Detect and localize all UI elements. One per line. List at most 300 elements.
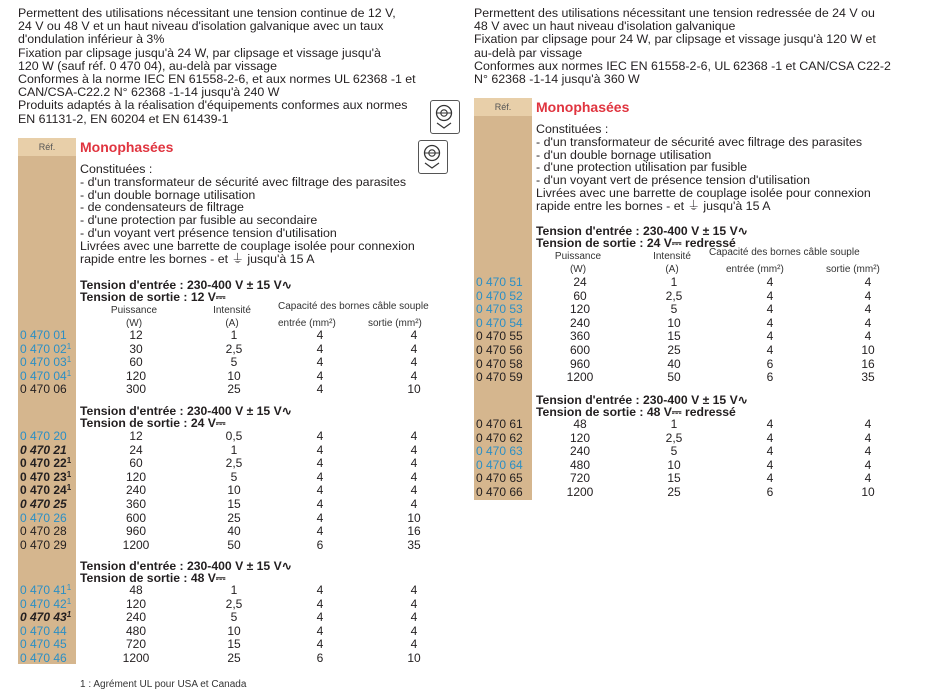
product-ref [476,290,523,303]
description-line: rapide entre les bornes - et ⏚ jusqu'à 15 A [80,251,315,266]
product-ref-number: 0 470 29 [20,537,67,552]
input-capacity-value: 6 [766,370,774,385]
column-header-power-unit: (W) [569,264,587,275]
description [80,163,415,265]
right-column [474,0,918,499]
input-capacity-value: 4 [766,275,774,289]
output-capacity-value: 4 [864,329,872,344]
intro-line: EN 61131-2, EN 60204 et EN 61439-1 [18,111,229,126]
current-value: 2,5 [225,456,243,471]
output-capacity-value: 4 [410,637,418,652]
power-value: 960 [125,524,147,539]
product-ref-number: 0 470 46 [20,651,67,665]
description [536,123,871,213]
safety-transformer-icon [418,140,448,174]
current-value: 15 [227,637,241,652]
current-value: 5 [230,610,238,625]
product-ref-number: 0 470 01 [20,328,67,342]
input-capacity-value: 4 [316,497,324,511]
power-value: 120 [569,430,591,445]
product-ref-number: 0 470 56 [476,343,523,357]
power-value: 240 [569,315,591,330]
column-header-input: entrée (mm²) [278,318,336,329]
current-value: 5 [670,302,678,317]
current-value: 2,5 [225,596,243,611]
output-capacity-value: 10 [861,485,875,499]
product-ref [476,418,523,431]
table-row [18,457,458,470]
product-ref-number: 0 470 22 [20,456,67,471]
intro-line: Fixation par clipsage jusqu'à 24 W, par clipsage et vissage jusqu'à [18,45,381,60]
product-ref [20,512,67,525]
output-capacity-value: 4 [410,497,418,511]
input-capacity-value: 4 [766,343,774,357]
output-capacity-value: 4 [410,469,418,484]
table-row [18,498,458,511]
product-ref [20,584,71,597]
input-capacity-value: 4 [316,524,324,539]
ul-approval-mark: 1 [66,341,72,351]
table-row [18,598,458,611]
table-row [474,418,918,431]
intro-line: Produits adaptés à la réalisation d'équipements conformes aux normes [18,98,408,113]
current-value: 15 [667,329,681,344]
power-value: 360 [569,329,591,344]
output-capacity-value: 4 [410,583,418,597]
output-capacity-value: 4 [864,302,872,317]
intro-line: au-delà par vissage [474,45,583,60]
power-value: 60 [129,456,143,471]
output-capacity-value: 4 [410,596,418,611]
table-row [18,525,458,538]
description-line: - d'un double bornage utilisation [536,147,712,162]
product-ref-number: 0 470 55 [476,329,523,344]
input-capacity-value: 4 [316,610,324,625]
product-ref [20,370,71,383]
intro-line: Conformes à la norme IEC EN 61558-2-6, et aux normes UL 62368 -1 et [18,72,416,87]
input-capacity-value: 4 [316,456,324,471]
product-ref [476,358,523,371]
column-header-power: Puissance [554,251,602,262]
table-row [18,356,458,369]
output-capacity-value: 4 [864,430,872,445]
output-capacity-value: 4 [864,275,872,289]
power-value: 120 [125,469,147,484]
table-row [474,330,918,343]
input-capacity-value: 4 [316,596,324,611]
product-ref-number: 0 470 04 [20,368,67,383]
power-value: 24 [573,275,587,289]
product-ref-number: 0 470 62 [476,430,523,445]
output-capacity-value: 4 [410,442,418,457]
product-ref [20,539,67,552]
output-capacity-value: 4 [410,623,418,638]
column-header-capacity: Capacité des bornes câble souple [709,247,860,258]
table-row [474,472,918,485]
power-value: 60 [129,355,143,370]
table-row [18,383,458,396]
power-value: 12 [129,429,143,443]
table-row [474,303,918,316]
table-row [18,625,458,638]
description-line: - de condensateurs de filtrage [80,200,244,215]
column-header-current: Intensité [213,305,251,316]
output-voltage: Tension de sortie : 48 V⎓ redressé [536,405,736,420]
table-row [474,317,918,330]
table-row [18,471,458,484]
input-capacity-value: 4 [766,457,774,472]
input-capacity-value: 6 [316,651,324,665]
power-value: 120 [569,302,591,317]
input-capacity-value: 6 [766,356,774,371]
right-intro [474,0,918,86]
intro-line: Fixation par clipsage pour 24 W, par clipsage et vissage jusqu'à 120 W et [474,32,876,47]
current-value: 5 [230,469,238,484]
input-capacity-value: 4 [316,623,324,638]
current-value: 50 [667,370,681,385]
column-header-output: sortie (mm²) [826,264,880,275]
output-capacity-value: 4 [410,341,418,356]
power-value: 12 [129,328,143,342]
current-value: 40 [667,356,681,371]
table-row [474,290,918,303]
power-value: 1200 [566,370,594,385]
table-row [18,484,458,497]
product-ref [20,430,67,443]
input-capacity-value: 4 [316,328,324,342]
description-line: rapide entre les bornes - et ⏚ jusqu'à 15 A [536,198,771,213]
column-header-current-unit: (A) [225,318,239,329]
description-line: - d'une protection par fusible au secondaire [80,213,318,228]
product-ref [20,383,67,396]
output-capacity-value: 4 [864,288,872,303]
product-ref [20,525,67,538]
table-row [18,584,458,597]
output-capacity-value: 10 [861,343,875,357]
current-value: 5 [670,444,678,459]
ul-approval-mark: 1 [66,583,72,592]
product-ref-number: 0 470 52 [476,288,523,303]
intro-line: 120 W (sauf réf. 0 470 04), au-delà par vissage [18,58,277,73]
output-capacity-value: 10 [407,651,421,665]
ul-approval-mark: 1 [66,355,72,365]
table-row [18,611,458,624]
product-ref [476,371,523,384]
power-value: 360 [125,497,147,511]
power-value: 60 [573,288,587,303]
ul-approval-mark: 1 [66,596,72,606]
output-voltage: Tension de sortie : 12 V⎓ [80,290,226,305]
product-ref [20,457,71,470]
voltage-spec [536,225,748,250]
power-value: 240 [569,444,591,459]
product-ref-number: 0 470 66 [476,485,523,499]
product-ref [476,459,523,472]
current-value: 5 [230,355,238,370]
product-ref [20,598,71,611]
power-value: 720 [569,471,591,486]
output-voltage: Tension de sortie : 24 V⎓ [80,416,226,431]
input-voltage: Tension d'entrée : 230-400 V ± 15 V∿ [80,404,292,418]
product-ref-number: 0 470 51 [476,275,523,289]
description-line: - d'un voyant vert de présence tension d'utilisation [536,173,811,188]
voltage-spec [80,405,292,430]
table-row [18,539,458,552]
current-value: 1 [230,583,238,597]
current-value: 25 [227,382,241,397]
current-value: 1 [670,417,678,431]
product-ref [476,432,523,445]
power-value: 960 [569,356,591,371]
output-capacity-value: 4 [864,444,872,459]
output-capacity-value: 10 [407,510,421,525]
description-line: Constituées : [536,122,609,136]
input-capacity-value: 4 [766,417,774,431]
power-value: 120 [125,368,147,383]
product-ref-number: 0 470 44 [20,623,67,638]
table-row [474,459,918,472]
product-ref [20,484,71,497]
product-ref-number: 0 470 59 [476,370,523,385]
current-value: 25 [227,651,241,665]
power-value: 240 [125,483,147,498]
intro-line: Permettent des utilisations nécessitant une tension continue de 12 V, [18,6,396,20]
current-value: 25 [667,485,681,499]
product-ref-number: 0 470 26 [20,510,67,525]
input-capacity-value: 4 [766,288,774,303]
intro-line: 24 V ou 48 V et un haut niveau d'isolation galvanique avec un taux [18,19,384,34]
current-value: 10 [667,457,681,472]
product-ref [476,330,523,343]
description-line: - d'un double bornage utilisation [80,187,256,202]
power-value: 24 [129,442,143,457]
product-ref [476,486,523,499]
current-value: 10 [227,368,241,383]
description-line: Livrées avec une barrette de couplage isolée pour connexion [80,238,415,253]
current-value: 15 [667,471,681,486]
product-ref-number: 0 470 20 [20,429,67,443]
power-value: 240 [125,610,147,625]
table-row [474,276,918,289]
column-header-current: Intensité [653,251,691,262]
power-value: 1200 [566,485,594,499]
product-ref-number: 0 470 54 [476,315,523,330]
current-value: 15 [227,497,241,511]
current-value: 10 [227,483,241,498]
current-value: 50 [227,537,241,552]
current-value: 0,5 [225,429,243,443]
current-value: 25 [227,510,241,525]
table-row [18,430,458,443]
voltage-spec [80,279,292,304]
product-ref-number: 0 470 25 [20,497,67,511]
current-value: 1 [230,442,238,457]
product-ref [20,329,67,342]
intro-line: Permettent des utilisations nécessitant une tension redressée de 24 V ou [474,6,875,20]
ul-approval-mark: 1 [66,483,72,493]
product-ref [476,445,523,458]
table-row [18,329,458,342]
product-ref-number: 0 470 42 [20,596,67,611]
input-capacity-value: 4 [316,583,324,597]
table-row [18,370,458,383]
output-capacity-value: 4 [864,471,872,486]
product-ref-number: 0 470 65 [476,471,523,486]
output-capacity-value: 35 [861,370,875,385]
safety-transformer-icon [430,100,460,134]
section-title: Monophasées [536,99,630,115]
output-capacity-value: 16 [861,356,875,371]
table-row [474,486,918,499]
power-value: 30 [129,341,143,356]
current-value: 1 [670,275,678,289]
table-row [18,512,458,525]
current-value: 2,5 [665,430,683,445]
power-value: 300 [125,382,147,397]
power-value: 1200 [122,537,150,552]
description-line: - d'une protection utilisation par fusible [536,160,748,175]
product-ref [476,303,523,316]
product-ref-number: 0 470 45 [20,637,67,652]
power-value: 600 [569,343,591,357]
description-line: Livrées avec une barrette de couplage isolée pour connexion [536,185,871,200]
output-capacity-value: 4 [410,368,418,383]
input-capacity-value: 4 [766,329,774,344]
intro-line: 48 V avec un haut niveau d'isolation galvanique [474,19,736,34]
power-value: 720 [125,637,147,652]
description-line: - d'un transformateur de sécurité avec filtrage des parasites [80,174,407,189]
input-capacity-value: 6 [766,485,774,499]
input-voltage: Tension d'entrée : 230-400 V ± 15 V∿ [80,278,292,292]
intro-line: CAN/CSA-C22.2 N° 62368 -1-14 jusqu'à 240 W [18,85,280,100]
input-capacity-value: 4 [316,368,324,383]
product-ref [20,638,67,651]
input-capacity-value: 4 [766,430,774,445]
product-ref-number: 0 470 41 [20,583,67,597]
product-ref [20,444,67,457]
product-ref [476,276,523,289]
output-capacity-value: 4 [410,483,418,498]
description-line: - d'un transformateur de sécurité avec filtrage des parasites [536,134,863,149]
input-capacity-value: 4 [316,483,324,498]
power-value: 120 [125,596,147,611]
table-row [474,358,918,371]
column-header-power: Puissance [110,305,158,316]
table-row [474,371,918,384]
description-line: - d'un voyant vert présence tension d'utilisation [80,225,337,240]
input-capacity-value: 4 [316,442,324,457]
product-ref [20,625,67,638]
product-ref-number: 0 470 61 [476,417,523,431]
current-value: 10 [227,623,241,638]
input-capacity-value: 4 [316,341,324,356]
table-row [474,344,918,357]
output-capacity-value: 4 [410,610,418,625]
input-capacity-value: 4 [766,315,774,330]
product-ref [20,343,71,356]
input-capacity-value: 4 [316,429,324,443]
product-ref-number: 0 470 28 [20,524,67,539]
power-value: 48 [129,583,143,597]
left-column [18,0,458,665]
intro-line: Conformes aux normes IEC EN 61558-2-6, UL 62368 -1 et CAN/CSA C22-2 [474,58,891,73]
current-value: 1 [230,328,238,342]
voltage-spec [536,394,748,419]
table-row [18,638,458,651]
ul-approval-mark: 1 [66,456,72,466]
ul-approval-mark: 1 [66,610,72,620]
right-header [474,98,918,116]
table-row [18,444,458,457]
column-header-capacity: Capacité des bornes câble souple [278,301,429,312]
description-line: Constituées : [80,162,153,176]
column-header-current-unit: (A) [665,264,679,275]
current-value: 2,5 [225,341,243,356]
input-voltage: Tension d'entrée : 230-400 V ± 15 V∿ [536,224,748,238]
product-ref-number: 0 470 03 [20,355,67,370]
power-value: 600 [125,510,147,525]
input-voltage: Tension d'entrée : 230-400 V ± 15 V∿ [80,559,292,573]
product-ref [20,498,67,511]
ref-header: Réf. [474,98,532,116]
output-capacity-value: 4 [410,328,418,342]
output-capacity-value: 4 [864,417,872,431]
power-value: 480 [569,457,591,472]
input-capacity-value: 4 [316,469,324,484]
table-row [474,432,918,445]
product-ref [476,317,523,330]
current-value: 2,5 [665,288,683,303]
current-value: 10 [667,315,681,330]
product-ref-number: 0 470 24 [20,483,67,498]
input-capacity-value: 4 [766,444,774,459]
intro-line: d'ondulation inférieur à 3% [18,32,165,47]
product-ref [20,652,67,665]
left-intro [18,0,458,126]
current-value: 40 [227,524,241,539]
input-capacity-value: 4 [316,637,324,652]
product-ref-number: 0 470 23 [20,469,67,484]
ul-approval-mark: 1 [66,469,72,479]
output-capacity-value: 4 [864,315,872,330]
output-capacity-value: 4 [410,456,418,471]
table-row [18,343,458,356]
input-capacity-value: 6 [316,537,324,552]
product-ref-number: 0 470 43 [20,610,67,625]
power-value: 48 [573,417,587,431]
output-capacity-value: 10 [407,382,421,397]
product-ref [476,472,523,485]
input-capacity-value: 4 [766,471,774,486]
product-ref-number: 0 470 53 [476,302,523,317]
product-ref-number: 0 470 21 [20,442,67,457]
output-capacity-value: 4 [410,429,418,443]
output-capacity-value: 4 [864,457,872,472]
product-ref-number: 0 470 58 [476,356,523,371]
input-capacity-value: 4 [766,302,774,317]
output-voltage: Tension de sortie : 24 V⎓ redressé [536,236,736,251]
output-voltage: Tension de sortie : 48 V⎓ [80,571,226,586]
product-ref [20,356,71,369]
input-capacity-value: 4 [316,355,324,370]
product-ref-number: 0 470 64 [476,457,523,472]
table-row [474,445,918,458]
ul-approval-mark: 1 [66,368,72,378]
voltage-spec [80,560,292,585]
product-ref-number: 0 470 02 [20,341,67,356]
output-capacity-value: 16 [407,524,421,539]
product-ref-number: 0 470 63 [476,444,523,459]
